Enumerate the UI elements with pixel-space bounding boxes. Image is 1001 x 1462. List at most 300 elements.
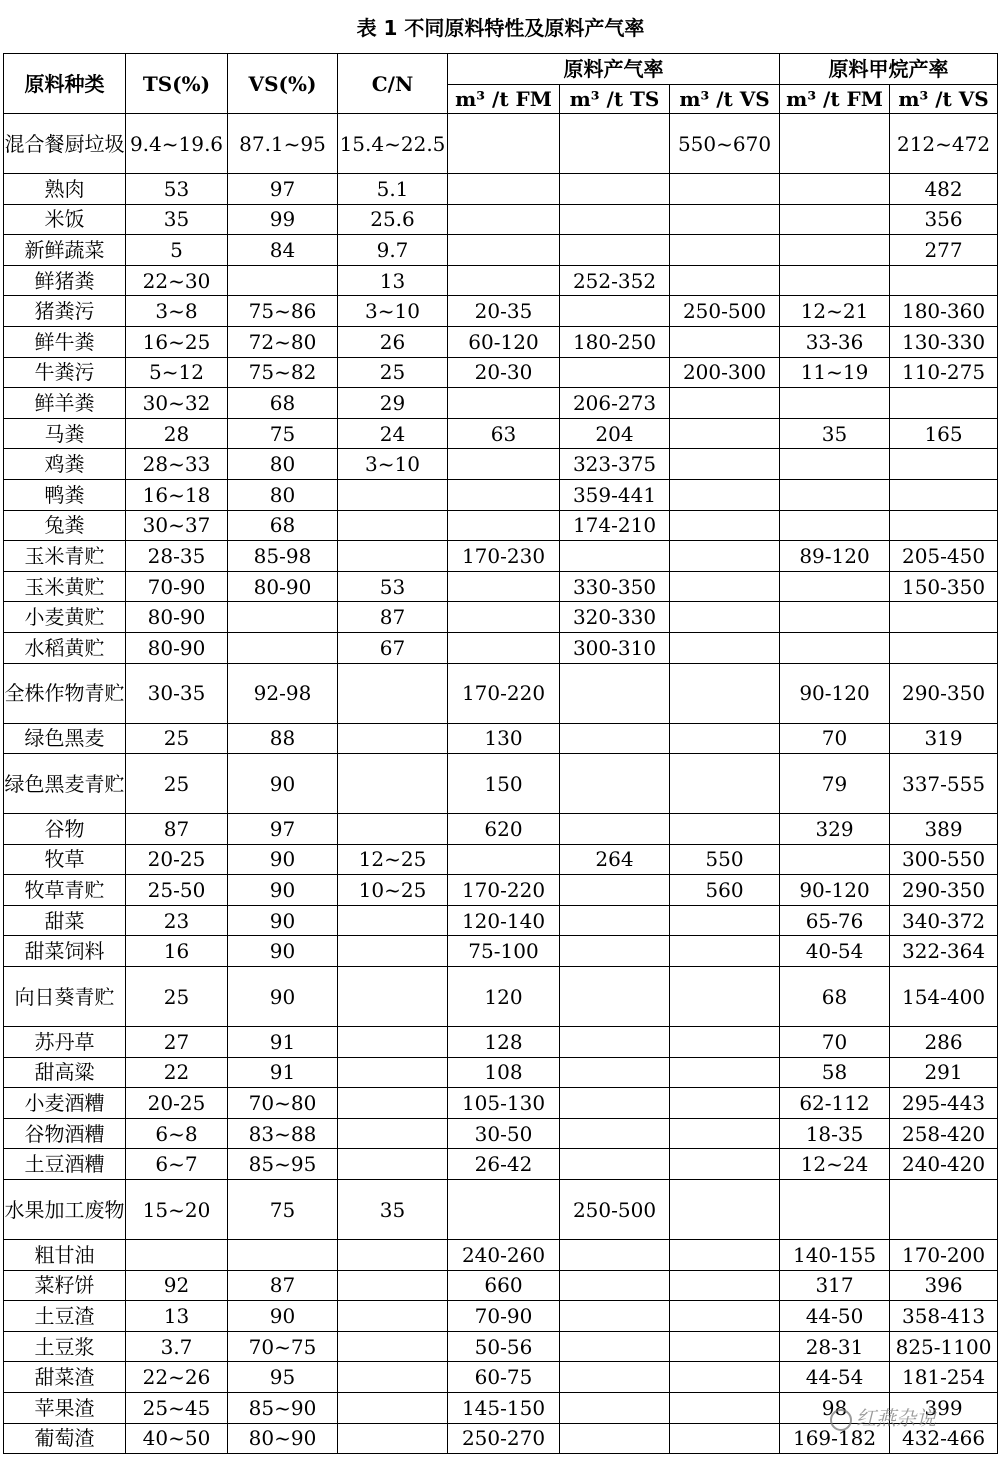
cell-gas-vs [670, 936, 780, 967]
cell-gas-vs: 550~670 [670, 114, 780, 174]
table-row [4, 418, 998, 449]
wechat-icon [830, 1409, 852, 1431]
cell-type: 粗甘油 [4, 1240, 126, 1271]
cell-ch4-fm: 18-35 [780, 1118, 890, 1149]
cell-type: 小麦酒糟 [4, 1088, 126, 1119]
cell-vs: 91 [228, 1027, 338, 1058]
cell-type: 新鲜蔬菜 [4, 235, 126, 266]
cell-ch4-vs: 212~472 [890, 114, 998, 174]
cell-vs: 75 [228, 418, 338, 449]
cell-ch4-vs: 356 [890, 204, 998, 235]
cell-ts: 22~30 [126, 265, 228, 296]
cell-ch4-fm: 44-54 [780, 1362, 890, 1393]
cell-gas-ts: 264 [560, 844, 670, 875]
header-ch4-fm: m³ /t FM [780, 85, 890, 114]
cell-vs: 75~86 [228, 296, 338, 327]
cell-type: 鸡粪 [4, 449, 126, 480]
cell-cn [338, 1149, 448, 1180]
cell-ts: 15~20 [126, 1180, 228, 1240]
cell-ch4-fm: 90-120 [780, 663, 890, 723]
cell-gas-ts: 206-273 [560, 388, 670, 419]
table-row [4, 357, 998, 388]
cell-ch4-fm [780, 571, 890, 602]
cell-gas-fm: 620 [448, 814, 560, 845]
cell-vs: 91 [228, 1057, 338, 1088]
cell-ts: 6~8 [126, 1118, 228, 1149]
cell-cn [338, 967, 448, 1027]
cell-cn: 3~10 [338, 449, 448, 480]
cell-cn [338, 479, 448, 510]
cell-type: 谷物酒糟 [4, 1118, 126, 1149]
cell-gas-fm: 60-120 [448, 326, 560, 357]
cell-ch4-fm: 70 [780, 1027, 890, 1058]
cell-gas-fm: 50-56 [448, 1331, 560, 1362]
cell-ch4-fm: 12~24 [780, 1149, 890, 1180]
cell-ts: 5 [126, 235, 228, 266]
header-ts: TS(%) [126, 54, 228, 114]
table-row [4, 1331, 998, 1362]
cell-gas-fm: 108 [448, 1057, 560, 1088]
cell-gas-ts [560, 1301, 670, 1332]
cell-ch4-fm [780, 1180, 890, 1240]
cell-ch4-vs: 396 [890, 1270, 998, 1301]
cell-gas-fm: 240-260 [448, 1240, 560, 1271]
cell-vs: 85~95 [228, 1149, 338, 1180]
cell-gas-ts: 174-210 [560, 510, 670, 541]
cell-cn: 35 [338, 1180, 448, 1240]
cell-ts: 3~8 [126, 296, 228, 327]
cell-ts: 20-25 [126, 844, 228, 875]
cell-ts: 30~32 [126, 388, 228, 419]
cell-gas-fm: 63 [448, 418, 560, 449]
cell-ch4-vs: 150-350 [890, 571, 998, 602]
cell-gas-ts: 204 [560, 418, 670, 449]
cell-type: 甜菜渣 [4, 1362, 126, 1393]
cell-gas-fm: 128 [448, 1027, 560, 1058]
cell-ch4-vs: 277 [890, 235, 998, 266]
cell-cn [338, 1393, 448, 1424]
cell-ch4-vs [890, 388, 998, 419]
cell-gas-fm [448, 1180, 560, 1240]
cell-type: 牧草青贮 [4, 875, 126, 906]
cell-ch4-fm [780, 388, 890, 419]
cell-gas-vs [670, 1118, 780, 1149]
table-row [4, 388, 998, 419]
header-ch4-vs: m³ /t VS [890, 85, 998, 114]
cell-ch4-fm: 140-155 [780, 1240, 890, 1271]
cell-ts: 27 [126, 1027, 228, 1058]
cell-type: 小麦黄贮 [4, 602, 126, 633]
cell-vs [228, 265, 338, 296]
watermark-text: 红燕杂说 [856, 1406, 936, 1430]
cell-gas-vs [670, 388, 780, 419]
cell-gas-vs [670, 1057, 780, 1088]
cell-gas-fm [448, 632, 560, 663]
cell-gas-vs [670, 235, 780, 266]
cell-ch4-vs: 825-1100 [890, 1331, 998, 1362]
header-gas-yield-group: 原料产气率 [448, 54, 780, 85]
cell-cn: 67 [338, 632, 448, 663]
cell-gas-ts [560, 967, 670, 1027]
cell-type: 苹果渣 [4, 1393, 126, 1424]
cell-ts: 16 [126, 936, 228, 967]
cell-ts: 5~12 [126, 357, 228, 388]
cell-type: 牛粪污 [4, 357, 126, 388]
cell-vs: 70~80 [228, 1088, 338, 1119]
cell-gas-ts [560, 1362, 670, 1393]
cell-gas-fm: 26-42 [448, 1149, 560, 1180]
cell-ch4-vs: 110-275 [890, 357, 998, 388]
table-row [4, 602, 998, 633]
cell-ch4-fm: 98 [780, 1393, 890, 1424]
cell-gas-ts [560, 814, 670, 845]
cell-ts: 25~45 [126, 1393, 228, 1424]
cell-gas-ts [560, 1270, 670, 1301]
cell-cn: 3~10 [338, 296, 448, 327]
cell-gas-vs [670, 418, 780, 449]
table-row [4, 1088, 998, 1119]
table-row [4, 1149, 998, 1180]
cell-vs [228, 1240, 338, 1271]
cell-cn: 25 [338, 357, 448, 388]
cell-gas-vs [670, 479, 780, 510]
cell-gas-vs [670, 754, 780, 814]
table-body [4, 114, 998, 1454]
cell-vs: 85-98 [228, 541, 338, 572]
table-row [4, 663, 998, 723]
cell-gas-ts: 359-441 [560, 479, 670, 510]
cell-ch4-fm: 79 [780, 754, 890, 814]
cell-vs: 90 [228, 936, 338, 967]
cell-ch4-fm: 28-31 [780, 1331, 890, 1362]
table-row [4, 814, 998, 845]
cell-gas-fm [448, 114, 560, 174]
cell-vs: 97 [228, 174, 338, 205]
cell-gas-ts [560, 754, 670, 814]
cell-gas-vs: 550 [670, 844, 780, 875]
cell-ts: 87 [126, 814, 228, 845]
cell-ch4-vs: 319 [890, 723, 998, 754]
cell-ch4-vs: 154-400 [890, 967, 998, 1027]
cell-ch4-vs: 290-350 [890, 875, 998, 906]
cell-ts: 25 [126, 723, 228, 754]
cell-gas-vs [670, 1180, 780, 1240]
header-type: 原料种类 [4, 54, 126, 114]
cell-ch4-vs: 482 [890, 174, 998, 205]
cell-vs: 85~90 [228, 1393, 338, 1424]
cell-cn [338, 754, 448, 814]
cell-cn: 25.6 [338, 204, 448, 235]
cell-ch4-vs: 240-420 [890, 1149, 998, 1180]
cell-ch4-vs: 181-254 [890, 1362, 998, 1393]
cell-gas-vs [670, 174, 780, 205]
cell-ch4-fm: 89-120 [780, 541, 890, 572]
cell-vs: 90 [228, 844, 338, 875]
cell-vs [228, 602, 338, 633]
cell-gas-vs [670, 510, 780, 541]
cell-gas-vs: 560 [670, 875, 780, 906]
cell-gas-ts [560, 1149, 670, 1180]
cell-gas-vs [670, 449, 780, 480]
cell-vs: 88 [228, 723, 338, 754]
cell-type: 土豆渣 [4, 1301, 126, 1332]
cell-ch4-fm: 70 [780, 723, 890, 754]
cell-ch4-fm [780, 844, 890, 875]
cell-ch4-vs [890, 632, 998, 663]
cell-cn [338, 905, 448, 936]
cell-ch4-fm: 90-120 [780, 875, 890, 906]
cell-vs: 80-90 [228, 571, 338, 602]
cell-ts: 80-90 [126, 602, 228, 633]
table-row [4, 510, 998, 541]
cell-cn: 5.1 [338, 174, 448, 205]
cell-vs: 68 [228, 510, 338, 541]
cell-gas-vs [670, 814, 780, 845]
cell-vs: 70~75 [228, 1331, 338, 1362]
cell-gas-vs [670, 602, 780, 633]
cell-gas-fm [448, 174, 560, 205]
table-row [4, 875, 998, 906]
cell-ch4-vs [890, 449, 998, 480]
header-vs: VS(%) [228, 54, 338, 114]
cell-ts: 16~18 [126, 479, 228, 510]
cell-ts: 28~33 [126, 449, 228, 480]
watermark [830, 1402, 995, 1432]
cell-gas-ts [560, 114, 670, 174]
cell-gas-fm: 130 [448, 723, 560, 754]
cell-gas-ts [560, 875, 670, 906]
table-row [4, 844, 998, 875]
table-row [4, 723, 998, 754]
cell-type: 玉米青贮 [4, 541, 126, 572]
table-row [4, 235, 998, 266]
cell-gas-vs [670, 663, 780, 723]
cell-cn: 87 [338, 602, 448, 633]
cell-type: 绿色黑麦 [4, 723, 126, 754]
cell-gas-ts [560, 936, 670, 967]
cell-gas-ts [560, 723, 670, 754]
cell-ch4-vs: 258-420 [890, 1118, 998, 1149]
cell-gas-ts [560, 1331, 670, 1362]
cell-gas-ts: 323-375 [560, 449, 670, 480]
cell-gas-ts [560, 541, 670, 572]
cell-gas-fm: 120-140 [448, 905, 560, 936]
cell-gas-ts [560, 357, 670, 388]
cell-gas-ts [560, 1423, 670, 1454]
table-row [4, 754, 998, 814]
cell-gas-vs [670, 1362, 780, 1393]
cell-gas-fm: 20-35 [448, 296, 560, 327]
cell-ch4-fm: 329 [780, 814, 890, 845]
cell-cn: 29 [338, 388, 448, 419]
cell-gas-ts: 250-500 [560, 1180, 670, 1240]
cell-ch4-fm: 11~19 [780, 357, 890, 388]
header-gas-vs: m³ /t VS [670, 85, 780, 114]
cell-vs: 68 [228, 388, 338, 419]
cell-cn [338, 1027, 448, 1058]
cell-cn [338, 541, 448, 572]
cell-vs: 90 [228, 754, 338, 814]
cell-gas-fm: 70-90 [448, 1301, 560, 1332]
cell-ch4-vs: 432-466 [890, 1423, 998, 1454]
cell-gas-fm: 170-220 [448, 663, 560, 723]
cell-gas-fm [448, 602, 560, 633]
cell-type: 熟肉 [4, 174, 126, 205]
cell-type: 谷物 [4, 814, 126, 845]
cell-ch4-fm [780, 235, 890, 266]
cell-type: 土豆浆 [4, 1331, 126, 1362]
header-cn: C/N [338, 54, 448, 114]
cell-cn [338, 936, 448, 967]
table-row [4, 936, 998, 967]
cell-ch4-vs: 180-360 [890, 296, 998, 327]
cell-ch4-fm: 40-54 [780, 936, 890, 967]
cell-ch4-fm [780, 265, 890, 296]
cell-gas-fm [448, 479, 560, 510]
cell-gas-ts: 330-350 [560, 571, 670, 602]
cell-ch4-vs: 340-372 [890, 905, 998, 936]
table-row [4, 479, 998, 510]
cell-gas-vs [670, 1301, 780, 1332]
cell-type: 甜菜饲料 [4, 936, 126, 967]
cell-vs: 90 [228, 905, 338, 936]
cell-type: 鲜牛粪 [4, 326, 126, 357]
cell-ts: 16~25 [126, 326, 228, 357]
cell-vs: 83~88 [228, 1118, 338, 1149]
cell-ch4-vs: 290-350 [890, 663, 998, 723]
cell-ch4-fm: 33-36 [780, 326, 890, 357]
cell-gas-ts [560, 1027, 670, 1058]
cell-ts: 3.7 [126, 1331, 228, 1362]
cell-ts: 23 [126, 905, 228, 936]
cell-type: 鸭粪 [4, 479, 126, 510]
cell-gas-fm [448, 388, 560, 419]
cell-gas-fm: 60-75 [448, 1362, 560, 1393]
cell-vs: 87 [228, 1270, 338, 1301]
table-row [4, 265, 998, 296]
cell-gas-ts [560, 296, 670, 327]
cell-ch4-vs [890, 479, 998, 510]
cell-type: 兔粪 [4, 510, 126, 541]
cell-ts: 28 [126, 418, 228, 449]
cell-type: 玉米黄贮 [4, 571, 126, 602]
cell-ts: 80-90 [126, 632, 228, 663]
cell-vs [228, 632, 338, 663]
table-row [4, 1270, 998, 1301]
cell-cn: 12~25 [338, 844, 448, 875]
cell-cn [338, 723, 448, 754]
cell-vs: 84 [228, 235, 338, 266]
table-row [4, 967, 998, 1027]
cell-ch4-fm [780, 602, 890, 633]
cell-gas-vs [670, 571, 780, 602]
cell-ts: 20-25 [126, 1088, 228, 1119]
cell-ch4-fm: 65-76 [780, 905, 890, 936]
cell-ch4-fm [780, 510, 890, 541]
cell-ts: 9.4~19.6 [126, 114, 228, 174]
cell-vs: 95 [228, 1362, 338, 1393]
cell-ts: 30-35 [126, 663, 228, 723]
cell-vs: 92-98 [228, 663, 338, 723]
cell-ts: 22~26 [126, 1362, 228, 1393]
cell-ts: 25-50 [126, 875, 228, 906]
header-gas-ts: m³ /t TS [560, 85, 670, 114]
cell-vs: 80~90 [228, 1423, 338, 1454]
table-row [4, 1027, 998, 1058]
cell-gas-fm: 150 [448, 754, 560, 814]
cell-gas-ts [560, 204, 670, 235]
cell-ch4-vs: 291 [890, 1057, 998, 1088]
cell-gas-fm: 660 [448, 1270, 560, 1301]
cell-vs: 90 [228, 875, 338, 906]
cell-cn [338, 814, 448, 845]
cell-gas-vs [670, 967, 780, 1027]
cell-gas-fm [448, 265, 560, 296]
cell-cn: 15.4~22.5 [338, 114, 448, 174]
table-row [4, 174, 998, 205]
table-row [4, 326, 998, 357]
cell-ts: 70-90 [126, 571, 228, 602]
table-row [4, 296, 998, 327]
cell-gas-ts [560, 1057, 670, 1088]
cell-gas-fm [448, 204, 560, 235]
cell-type: 鲜羊粪 [4, 388, 126, 419]
cell-gas-vs [670, 1088, 780, 1119]
cell-ch4-vs: 300-550 [890, 844, 998, 875]
cell-ch4-fm [780, 479, 890, 510]
cell-ts: 13 [126, 1301, 228, 1332]
cell-type: 米饭 [4, 204, 126, 235]
cell-gas-ts: 300-310 [560, 632, 670, 663]
cell-ts: 35 [126, 204, 228, 235]
cell-cn [338, 1088, 448, 1119]
cell-ch4-vs: 205-450 [890, 541, 998, 572]
cell-ch4-fm: 169-182 [780, 1423, 890, 1454]
cell-ch4-vs: 399 [890, 1393, 998, 1424]
table-row [4, 571, 998, 602]
cell-type: 马粪 [4, 418, 126, 449]
cell-gas-fm: 20-30 [448, 357, 560, 388]
cell-gas-fm [448, 449, 560, 480]
cell-ts: 25 [126, 754, 228, 814]
cell-vs: 75 [228, 1180, 338, 1240]
cell-cn: 9.7 [338, 235, 448, 266]
cell-type: 土豆酒糟 [4, 1149, 126, 1180]
cell-ts: 30~37 [126, 510, 228, 541]
cell-type: 猪粪污 [4, 296, 126, 327]
header-gas-fm: m³ /t FM [448, 85, 560, 114]
cell-ts: 22 [126, 1057, 228, 1088]
cell-type: 向日葵青贮 [4, 967, 126, 1027]
cell-cn: 10~25 [338, 875, 448, 906]
table-row [4, 632, 998, 663]
cell-gas-ts [560, 1240, 670, 1271]
cell-ts: 6~7 [126, 1149, 228, 1180]
cell-gas-ts [560, 1088, 670, 1119]
cell-ch4-fm [780, 114, 890, 174]
cell-gas-vs [670, 1149, 780, 1180]
header-methane-yield-group: 原料甲烷产率 [780, 54, 998, 85]
cell-gas-vs [670, 1270, 780, 1301]
cell-gas-vs [670, 1240, 780, 1271]
cell-ch4-vs: 337-555 [890, 754, 998, 814]
table-row [4, 204, 998, 235]
table-row [4, 1057, 998, 1088]
cell-ch4-fm: 62-112 [780, 1088, 890, 1119]
cell-gas-vs [670, 1393, 780, 1424]
cell-cn: 26 [338, 326, 448, 357]
cell-ch4-fm [780, 204, 890, 235]
